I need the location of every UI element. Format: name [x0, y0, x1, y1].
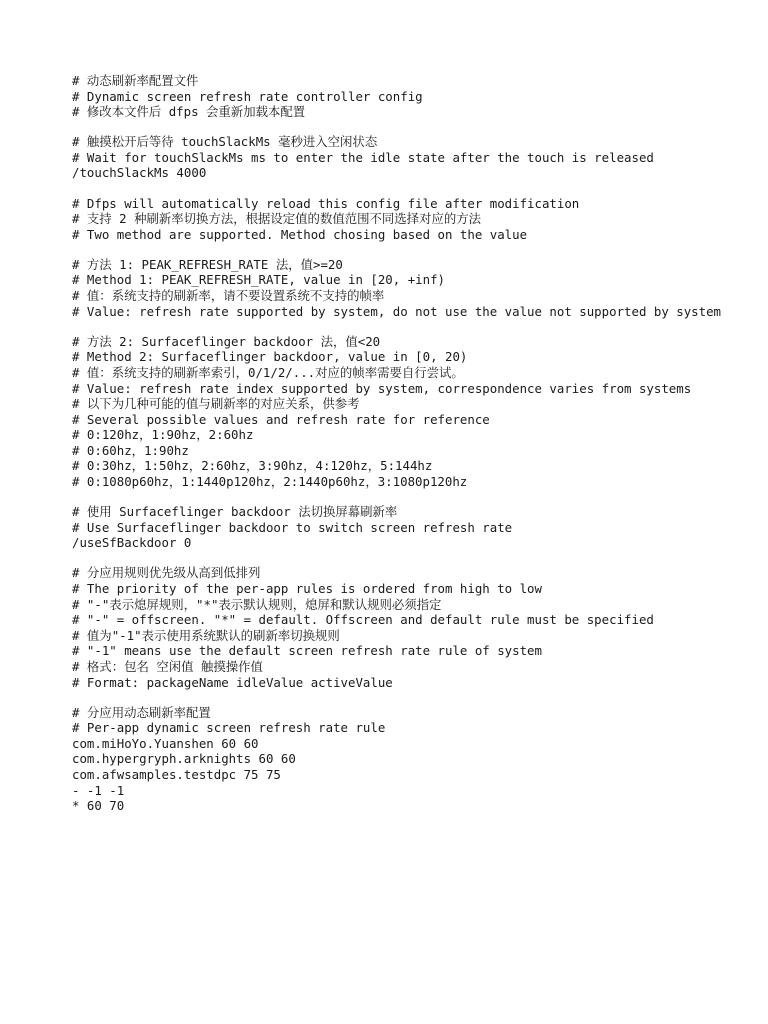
config-line: # 触摸松开后等待 touchSlackMs 毫秒进入空闲状态: [72, 134, 378, 150]
config-line: /useSfBackdoor 0: [72, 535, 192, 551]
config-section: [72, 73, 722, 120]
config-line: # 格式：包名 空闲值 触摸操作值: [72, 659, 263, 674]
config-line: # 分应用动态刷新率配置: [72, 704, 211, 720]
config-section: [72, 196, 722, 243]
config-line: com.afwsamples.testdpc 75 75: [72, 767, 281, 783]
config-line: # "-" = offscreen. "*" = default. Offscreen and default rule must be specified: [72, 612, 654, 628]
config-line: /touchSlackMs 4000: [72, 165, 207, 181]
config-line: - -1 -1: [72, 782, 125, 798]
config-line: # Value: refresh rate index supported by system, correspondence varies from systems: [72, 380, 692, 396]
config-line: # 值：系统支持的刷新率索引，0/1/2/...对应的帧率需要自行尝试。: [72, 364, 464, 380]
config-line: # Format: packageName idleValue activeValue: [72, 674, 393, 690]
config-line: com.hypergryph.arknights 60 60: [72, 751, 296, 767]
config-line: com.miHoYo.Yuanshen 60 60: [72, 735, 259, 751]
config-section: [72, 134, 722, 181]
config-line: # 支持 2 种刷新率切换方法，根据设定值的数值范围不同选择对应的方法: [72, 211, 482, 227]
config-line: # 以下为几种可能的值与刷新率的对应关系，供参考: [72, 396, 360, 412]
config-line: # Method 1: PEAK_REFRESH_RATE, value in [20, +inf): [72, 272, 445, 288]
config-line: # Dfps will automatically reload this config file after modification: [72, 195, 580, 211]
config-line: # "-"表示熄屏规则，"*"表示默认规则，熄屏和默认规则必须指定: [72, 596, 442, 612]
config-line: # 方法 2: Surfaceflinger backdoor 法，值<20: [72, 333, 381, 349]
config-section: [72, 257, 722, 319]
config-line: # The priority of the per-app rules is ordered from high to low: [72, 581, 542, 597]
config-line: # 分应用规则优先级从高到低排列: [72, 565, 261, 581]
config-line: # "-1" means use the default screen refresh rate rule of system: [72, 643, 542, 659]
config-line: # 值：系统支持的刷新率，请不要设置系统不支持的帧率: [72, 288, 385, 304]
config-document: [72, 73, 722, 828]
config-line: # 0:120hz，1:90hz，2:60hz: [72, 427, 254, 443]
config-line: # 动态刷新率配置文件: [72, 73, 199, 88]
config-line: # Method 2: Surfaceflinger backdoor, value in [0, 20): [72, 349, 468, 365]
config-line: # 0:30hz，1:50hz，2:60hz，3:90hz，4:120hz，5:144hz: [72, 458, 433, 474]
config-section: [72, 504, 722, 551]
config-line: # Two method are supported. Method chosing based on the value: [72, 226, 528, 242]
config-section: [72, 705, 722, 814]
config-section: [72, 334, 722, 490]
config-line: # Dynamic screen refresh rate controller config: [72, 88, 423, 104]
config-line: # 方法 1: PEAK_REFRESH_RATE 法，值>=20: [72, 256, 343, 272]
config-line: # 值为"-1"表示使用系统默认的刷新率切换规则: [72, 627, 340, 643]
config-line: # 使用 Surfaceflinger backdoor 法切换屏幕刷新率: [72, 504, 398, 520]
config-line: # 0:60hz，1:90hz: [72, 442, 189, 458]
config-line: # 0:1080p60hz，1:1440p120hz，2:1440p60hz，3:1080p120hz: [72, 474, 468, 490]
config-line: # Several possible values and refresh rate for reference: [72, 411, 490, 427]
config-line: # Use Surfaceflinger backdoor to switch screen refresh rate: [72, 519, 513, 535]
config-line: # 修改本文件后 dfps 会重新加载本配置: [72, 104, 306, 120]
config-section: [72, 565, 722, 690]
config-line: # Value: refresh rate supported by system, do not use the value not supported by system: [72, 303, 722, 319]
config-line: # Wait for touchSlackMs ms to enter the idle state after the touch is released: [72, 149, 654, 165]
config-line: # Per-app dynamic screen refresh rate rule: [72, 720, 386, 736]
config-line: * 60 70: [72, 798, 125, 814]
